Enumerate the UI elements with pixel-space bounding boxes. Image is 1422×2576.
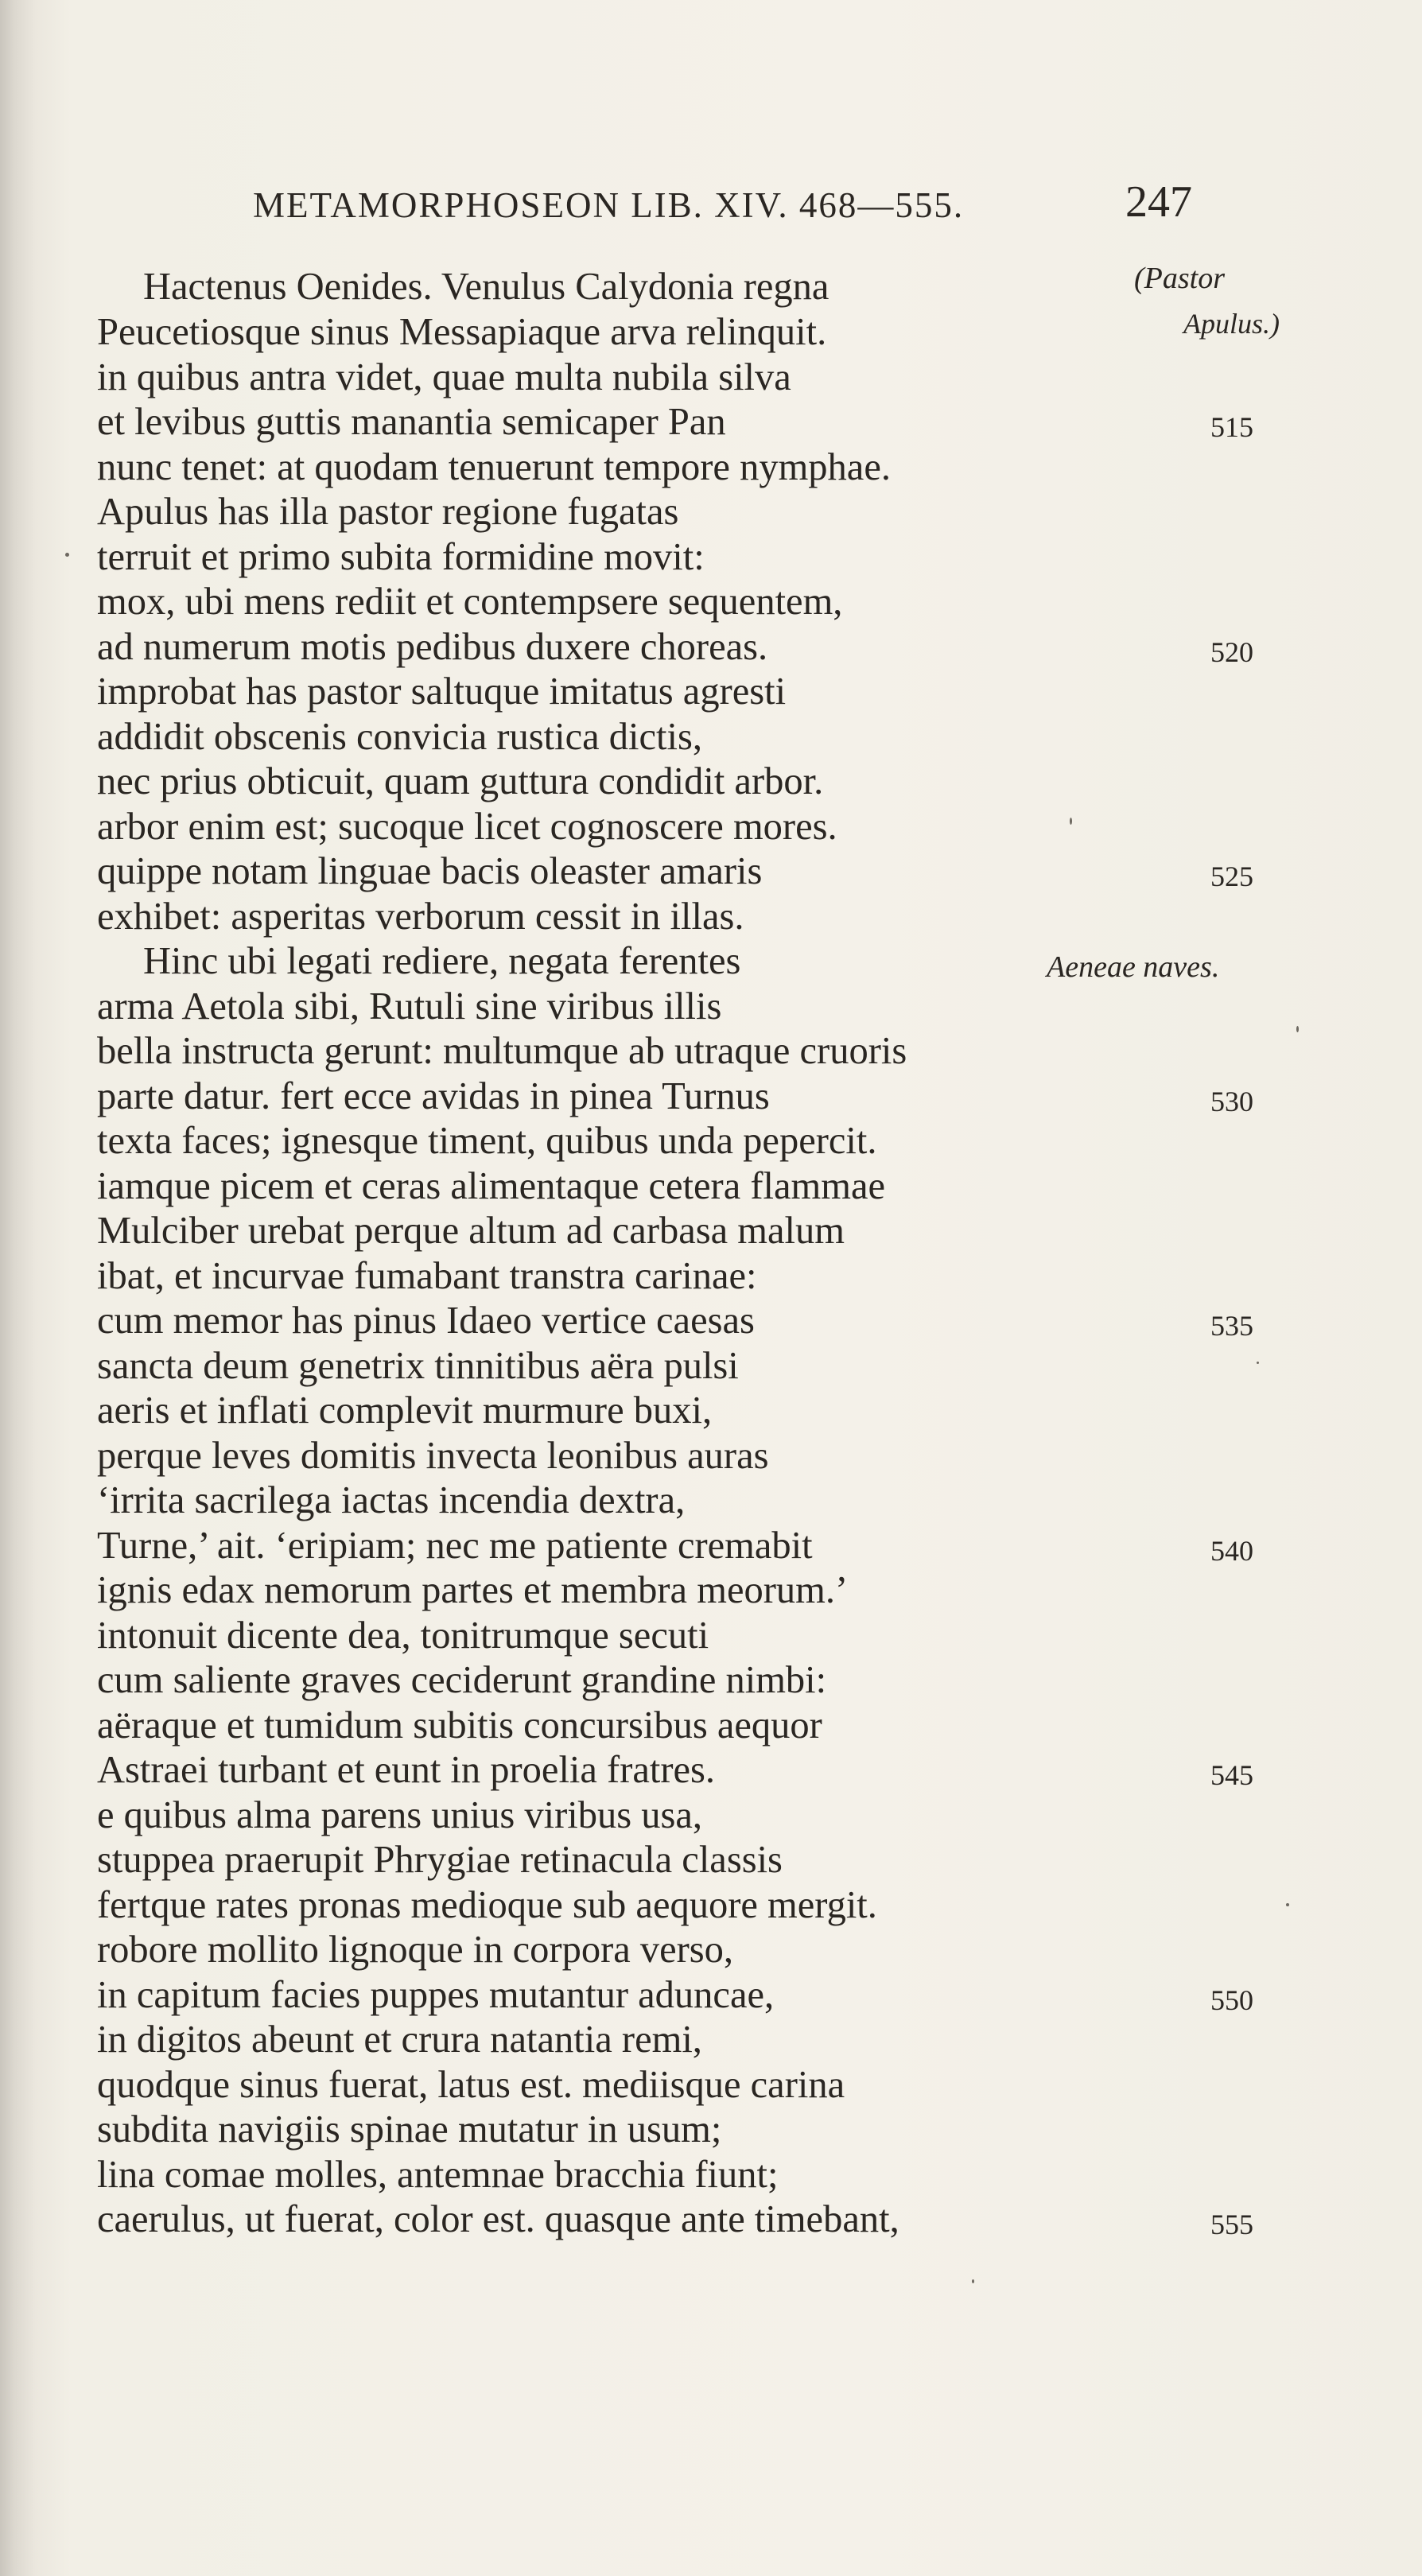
paper-speck: [65, 553, 69, 557]
verse-line: robore mollito lignoque in corpora verso,: [97, 1929, 734, 1971]
verse-line: in capitum facies puppes mutantur aduncae,: [97, 1974, 775, 2016]
verse-line: bella instructa gerunt: multumque ab utraque cruoris: [97, 1030, 907, 1072]
verse-line: Mulciber urebat perque altum ad carbasa malum: [97, 1210, 845, 1252]
verse-line: ibat, et incurvae fumabant transtra carinae:: [97, 1255, 757, 1297]
verse-line: perque leves domitis invecta leonibus auras: [97, 1435, 769, 1477]
verse-line: sancta deum genetrix tinnitibus aëra pulsi: [97, 1345, 739, 1387]
verse-line: Hinc ubi legati rediere, negata ferentes: [143, 940, 741, 982]
verse-line: caerulus, ut fuerat, color est. quasque ante timebant,: [97, 2198, 899, 2240]
sidenote-aeneae-naves: Aeneae naves.: [1047, 950, 1220, 984]
paper-speck: [1286, 1903, 1289, 1906]
verse-line: cum saliente graves ceciderunt grandine nimbi:: [97, 1659, 827, 1701]
verse-line: lina comae molles, antemnae bracchia fiunt;: [97, 2154, 779, 2196]
running-header: METAMORPHOSEON LIB. XIV. 468—555.: [253, 185, 965, 225]
verse-line: subdita navigiis spinae mutatur in usum;: [97, 2108, 722, 2151]
line-number: 555: [1210, 2209, 1253, 2240]
verse-line: arma Aetola sibi, Rutuli sine viribus illis: [97, 985, 722, 1028]
paper-speck: [1257, 1362, 1259, 1364]
paper-speck: [1070, 818, 1072, 825]
verse-line: fertque rates pronas medioque sub aequore mergit.: [97, 1884, 877, 1926]
verse-line: Hactenus Oenides. Venulus Calydonia regna: [143, 266, 830, 308]
verse-line: Astraei turbant et eunt in proelia fratres.: [97, 1749, 716, 1791]
verse-line: ‘irrita sacrilega iactas incendia dextra,: [97, 1479, 686, 1521]
verse-line: terruit et primo subita formidine movit:: [97, 536, 705, 578]
verse-line: stuppea praerupit Phrygiae retinacula classis: [97, 1839, 783, 1881]
verse-line: quippe notam linguae bacis oleaster amaris: [97, 850, 763, 892]
verse-line: aëraque et tumidum subitis concursibus aequor: [97, 1704, 822, 1746]
verse-line: et levibus guttis manantia semicaper Pan: [97, 401, 726, 443]
verse-line: exhibet: asperitas verborum cessit in illas.: [97, 896, 744, 938]
verse-line: ignis edax nemorum partes et membra meorum.’: [97, 1569, 849, 1611]
verse-line: quodque sinus fuerat, latus est. mediisque carina: [97, 2064, 845, 2106]
sidenote-pastor-line1: (Pastor: [1134, 262, 1225, 295]
verse-line: texta faces; ignesque timent, quibus unda pepercit.: [97, 1120, 877, 1162]
verse-line: improbat has pastor saltuque imitatus agresti: [97, 670, 787, 713]
line-number: 550: [1210, 1984, 1253, 2016]
line-number: 540: [1210, 1535, 1253, 1567]
verse-line: mox, ubi mens rediit et contempsere sequentem,: [97, 581, 843, 623]
paper-speck: [972, 2279, 974, 2283]
verse-line: arbor enim est; sucoque licet cognoscere mores.: [97, 806, 837, 848]
sidenote-pastor-line2: Apulus.): [1183, 308, 1280, 340]
verse-line: intonuit dicente dea, tonitrumque secuti: [97, 1614, 709, 1657]
verse-line: in quibus antra videt, quae multa nubila silva: [97, 356, 791, 398]
verse-line: ad numerum motis pedibus duxere choreas.: [97, 626, 768, 668]
line-number: 535: [1210, 1310, 1253, 1342]
paper-speck: [1296, 1026, 1299, 1032]
verse-line: nec prius obticuit, quam guttura condidit arbor.: [97, 760, 824, 802]
verse-line: in digitos abeunt et crura natantia remi,: [97, 2018, 702, 2061]
page-number: 247: [1125, 177, 1192, 227]
verse-line: e quibus alma parens unius viribus usa,: [97, 1794, 703, 1836]
verse-line: addidit obscenis convicia rustica dictis,: [97, 716, 702, 758]
verse-line: iamque picem et ceras alimentaque cetera flammae: [97, 1165, 886, 1207]
line-number: 545: [1210, 1759, 1253, 1791]
verse-line: cum memor has pinus Idaeo vertice caesas: [97, 1300, 755, 1342]
line-number: 520: [1210, 636, 1253, 668]
line-number: 530: [1210, 1086, 1253, 1117]
line-number: 515: [1210, 411, 1253, 443]
verse-line: parte datur. fert ecce avidas in pinea Turnus: [97, 1075, 770, 1117]
verse-line: aeris et inflati complevit murmure buxi,: [97, 1389, 713, 1432]
verse-line: Apulus has illa pastor regione fugatas: [97, 491, 679, 533]
verse-line: Turne,’ ait. ‘eripiam; nec me patiente cremabit: [97, 1525, 813, 1567]
line-number: 525: [1210, 861, 1253, 892]
verse-line: nunc tenet: at quodam tenuerunt tempore nymphae.: [97, 446, 891, 488]
verse-line: Peucetiosque sinus Messapiaque arva relinquit.: [97, 311, 827, 353]
